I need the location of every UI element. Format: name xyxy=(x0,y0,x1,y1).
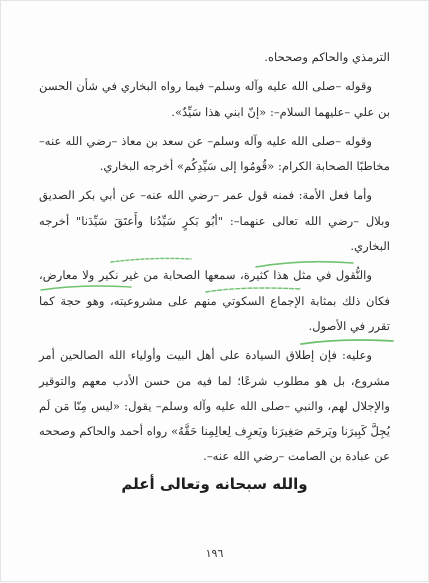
paragraph-2: وقوله –صلى الله عليه وآله وسلم– فيما رواه البخاري في شأن الحسن بن علي –عليهما السلام–: «إنّ ابني هذا سَيِّدٌ». xyxy=(39,79,390,119)
paragraph-3: وقوله –صلى الله عليه وآله وسلم– عن سعد بن معاذ –رضي الله عنه– مخاطبًا الصحابة الكرام: «قُومُوا إلى سَيِّدِكُم» أخرجه البخاري. xyxy=(39,133,390,174)
page-number: ١٩٦ xyxy=(205,547,224,560)
paragraph-1: الترمذي والحاكم وصححاه. xyxy=(264,50,390,64)
paragraph-4: وأما فعل الأمة: فمنه قول عمر –رضي الله عنه– عن أبي بكر الصديق وبلال –رضي الله تعالى عنهما–: "أبُو بَكرٍ سَيِّدُنا وأَعتَقَ سَيِّدَنا" أخرجه البخاري. xyxy=(39,188,390,254)
paragraph-5: والنُّقول في مثل هذا كثيرة، سمعها الصحابة من غير نكير ولا معارض، فكان ذلك بمثابة الإجماع السكوتي منهم على مشروعيته، وهو حجة كما تقرر في الأصول. xyxy=(39,268,390,333)
document-body xyxy=(39,45,390,474)
paragraph-6: وعليه: فإن إطلاق السيادة على أهل البيت وأولياء الله الصالحين أمر مشروع، بل هو مطلوب شرعًا؛ لما فيه من حسن الأدب معهم والتوقير والإجلال لهم، والنبي –صلى الله عليه وآله وسلم– يقول: «ليس مِنّا مَن لَم يُجِلَّ كَبِيرَنا ويَرحَم صَغِيرَنا ويَعرِف لِعالِمِنا حَقَّهُ» رواه أحمد والحاكم وصححه عن عبادة بن الصامت –رضي الله عنه–. xyxy=(39,348,390,464)
closing-phrase: والله سبحانه وتعالى أعلم xyxy=(121,475,308,493)
